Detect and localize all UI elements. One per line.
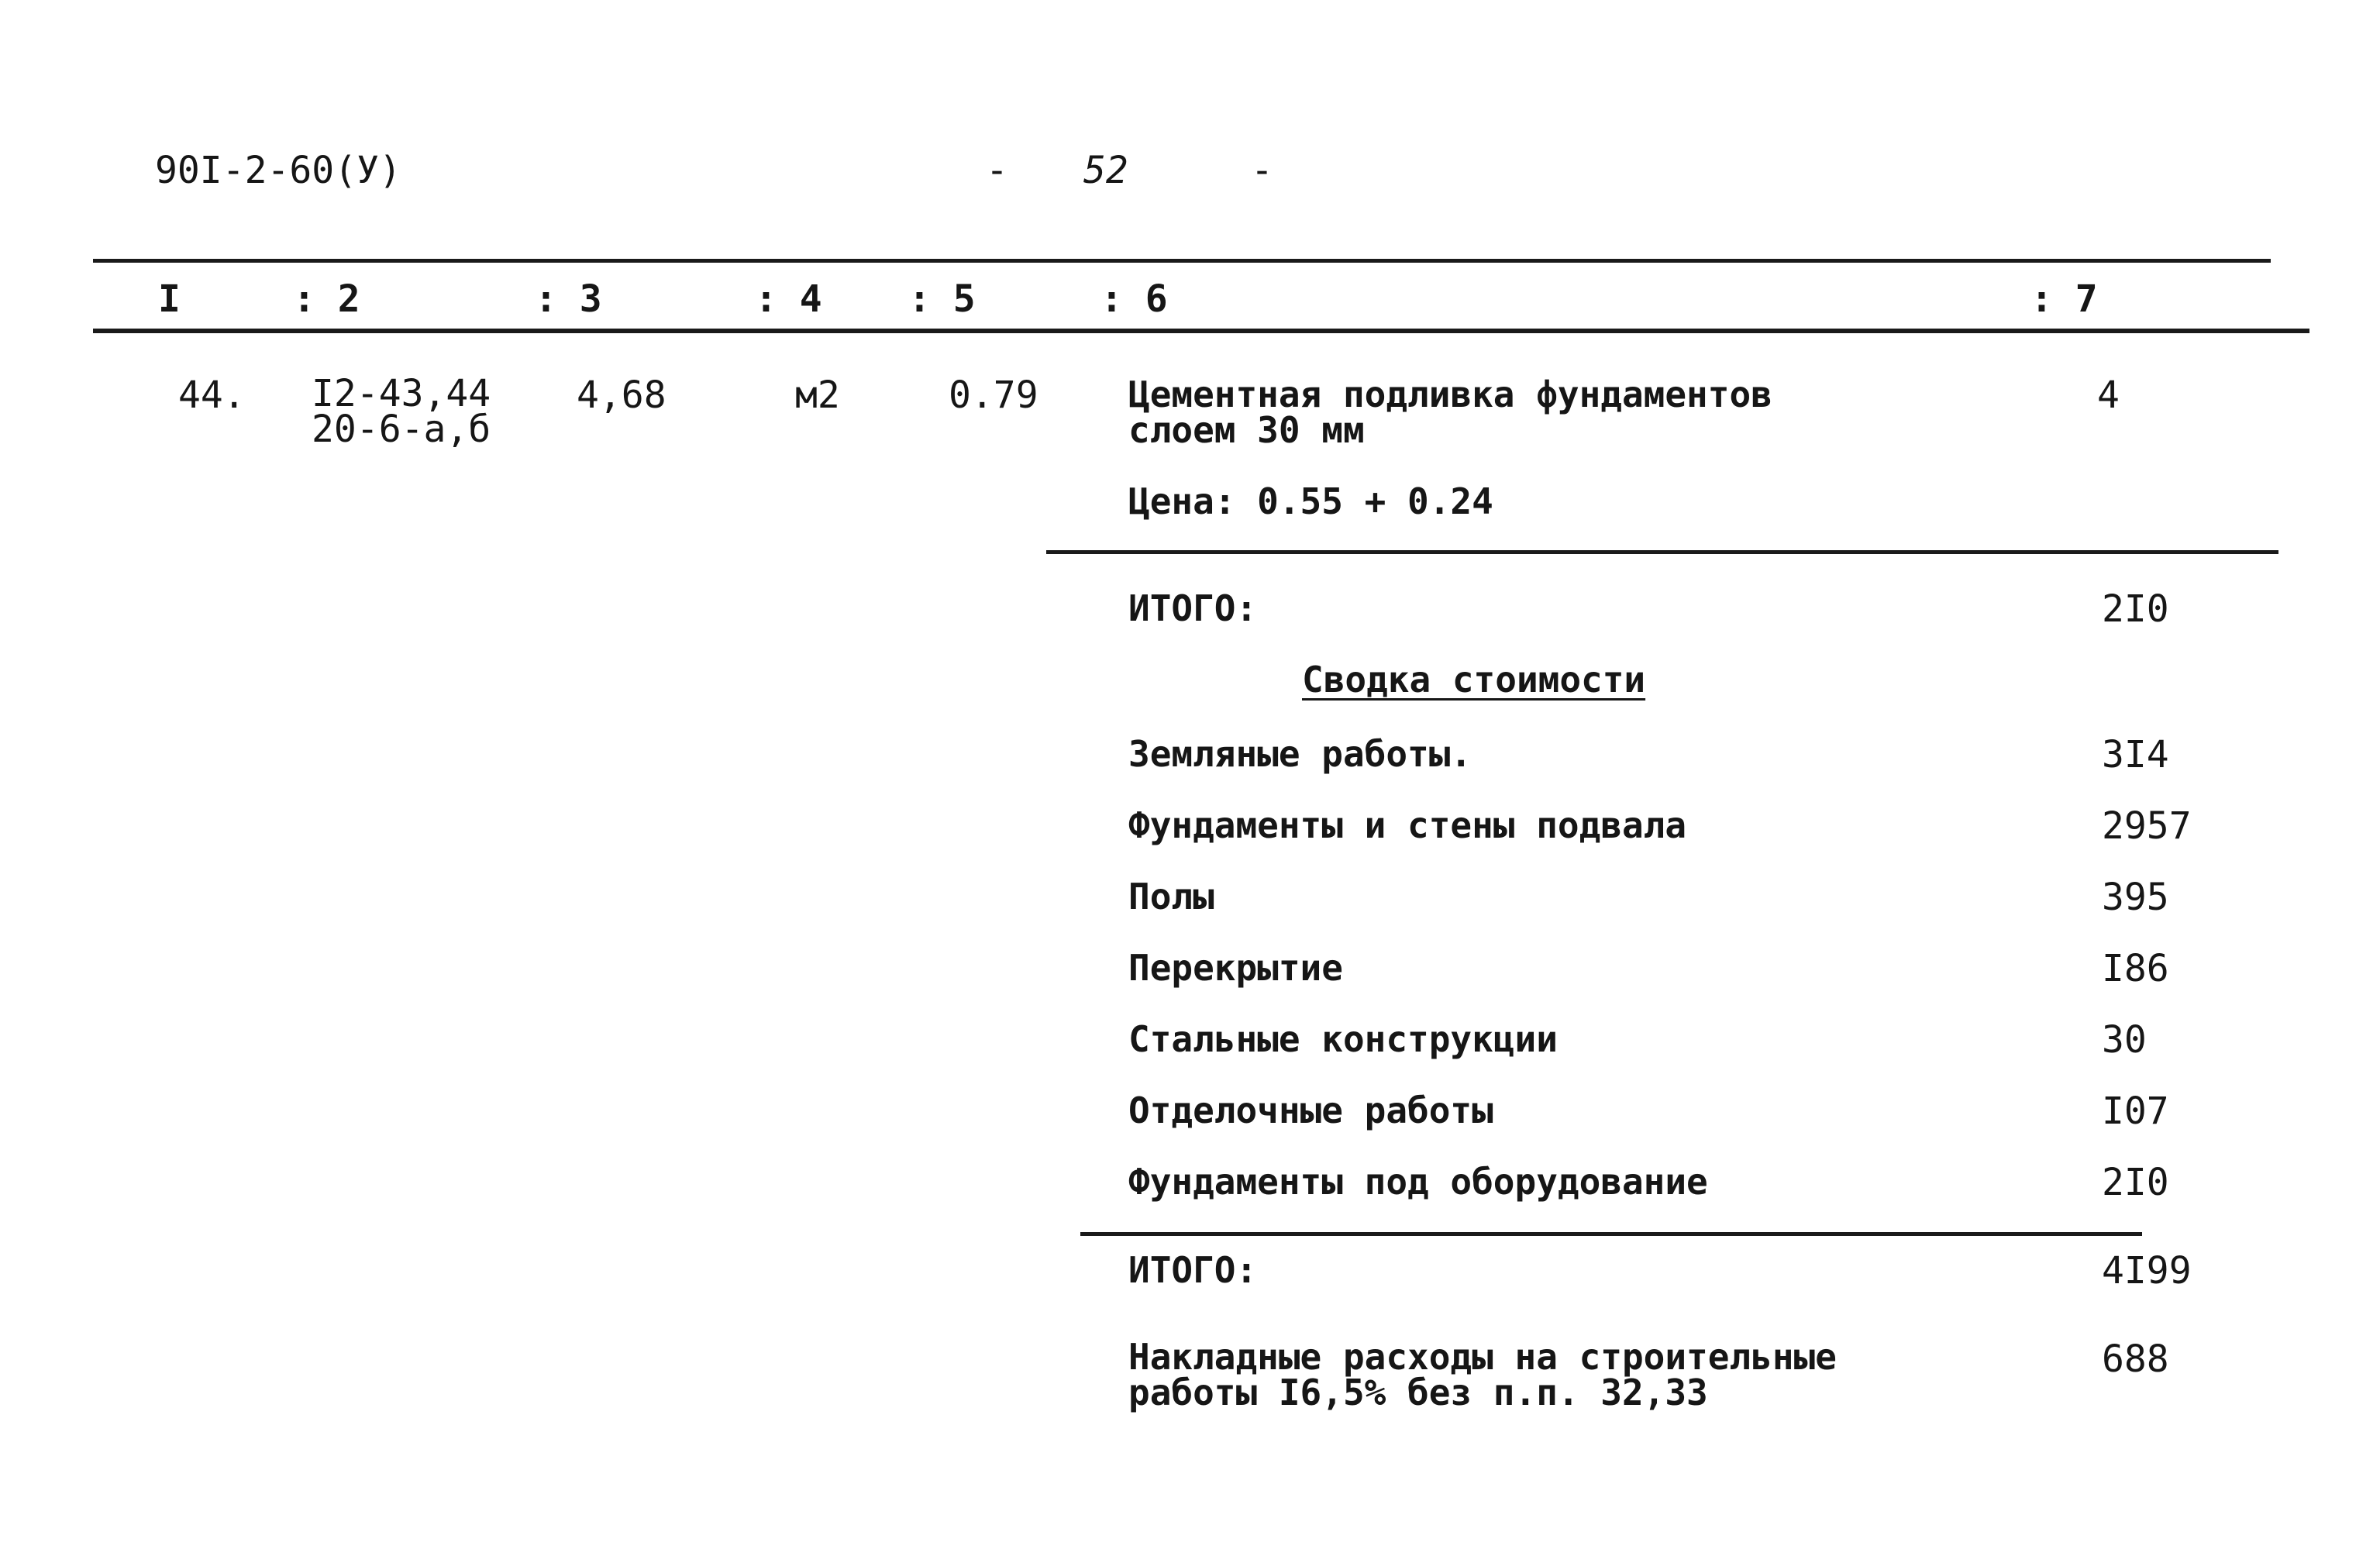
header-rule-bottom	[93, 329, 2309, 333]
row-description-line2: слоем 30 мм	[1128, 409, 1365, 451]
subtotal-rule	[1046, 550, 2278, 554]
row-unit-price: 0.79	[949, 374, 1038, 417]
summary-item-value: 2957	[2102, 804, 2192, 848]
overhead-line1: Накладные расходы на строительные	[1128, 1336, 1837, 1378]
summary-item-label: Отделочные работы	[1128, 1090, 1493, 1131]
column-header-5: : 5	[908, 277, 976, 321]
row-code-line1: I2-43,44	[312, 372, 491, 415]
grand-total-value: 4I99	[2102, 1249, 2192, 1293]
total-label: ИТОГО:	[1128, 587, 1258, 629]
column-header-7: : 7	[2030, 277, 2098, 321]
column-header-3: : 3	[535, 277, 602, 321]
summary-item-value: 30	[2102, 1018, 2147, 1062]
page-dash-left: -	[986, 149, 1008, 192]
summary-title: Сводка стоимости	[1302, 659, 1646, 701]
overhead-value: 688	[2102, 1337, 2169, 1381]
grand-total-label: ИТОГО:	[1128, 1249, 1258, 1291]
column-header-2: : 2	[293, 277, 360, 321]
summary-item-value: I86	[2102, 947, 2169, 990]
row-number: 44.	[178, 374, 246, 417]
column-header-4: : 4	[755, 277, 822, 321]
summary-item-label: Перекрытие	[1128, 947, 1343, 989]
row-code-line2: 20-6-а,б	[312, 408, 491, 451]
summary-item-label: Земляные работы.	[1128, 733, 1472, 775]
row-quantity: 4,68	[577, 374, 666, 417]
overhead-line2: работы I6,5% без п.п. 32,33	[1128, 1372, 1708, 1413]
row-description-line1: Цементная подливка фундаментов	[1128, 374, 1772, 415]
document-code: 90I-2-60(У)	[155, 149, 401, 192]
summary-item-label: Стальные конструкции	[1128, 1018, 1558, 1060]
summary-item-label: Полы	[1128, 876, 1214, 917]
row-unit: м2	[795, 374, 840, 417]
summary-item-value: I07	[2102, 1090, 2169, 1133]
summary-item-value: 2I0	[2102, 1161, 2169, 1204]
row-value: 4	[2097, 374, 2120, 417]
header-rule-top	[93, 259, 2271, 263]
grand-total-rule	[1080, 1232, 2142, 1236]
summary-item-value: 3I4	[2102, 733, 2169, 776]
summary-item-label: Фундаменты и стены подвала	[1128, 804, 1687, 846]
total-value: 2I0	[2102, 587, 2169, 631]
column-header-6: : 6	[1100, 277, 1168, 321]
row-price-note: Цена: 0.55 + 0.24	[1128, 480, 1493, 522]
page-dash-right: -	[1251, 149, 1273, 192]
summary-item-label: Фундаменты под оборудование	[1128, 1161, 1708, 1203]
summary-item-value: 395	[2102, 876, 2169, 919]
column-header-1: I	[158, 277, 181, 321]
page-number: 52	[1083, 149, 1128, 192]
